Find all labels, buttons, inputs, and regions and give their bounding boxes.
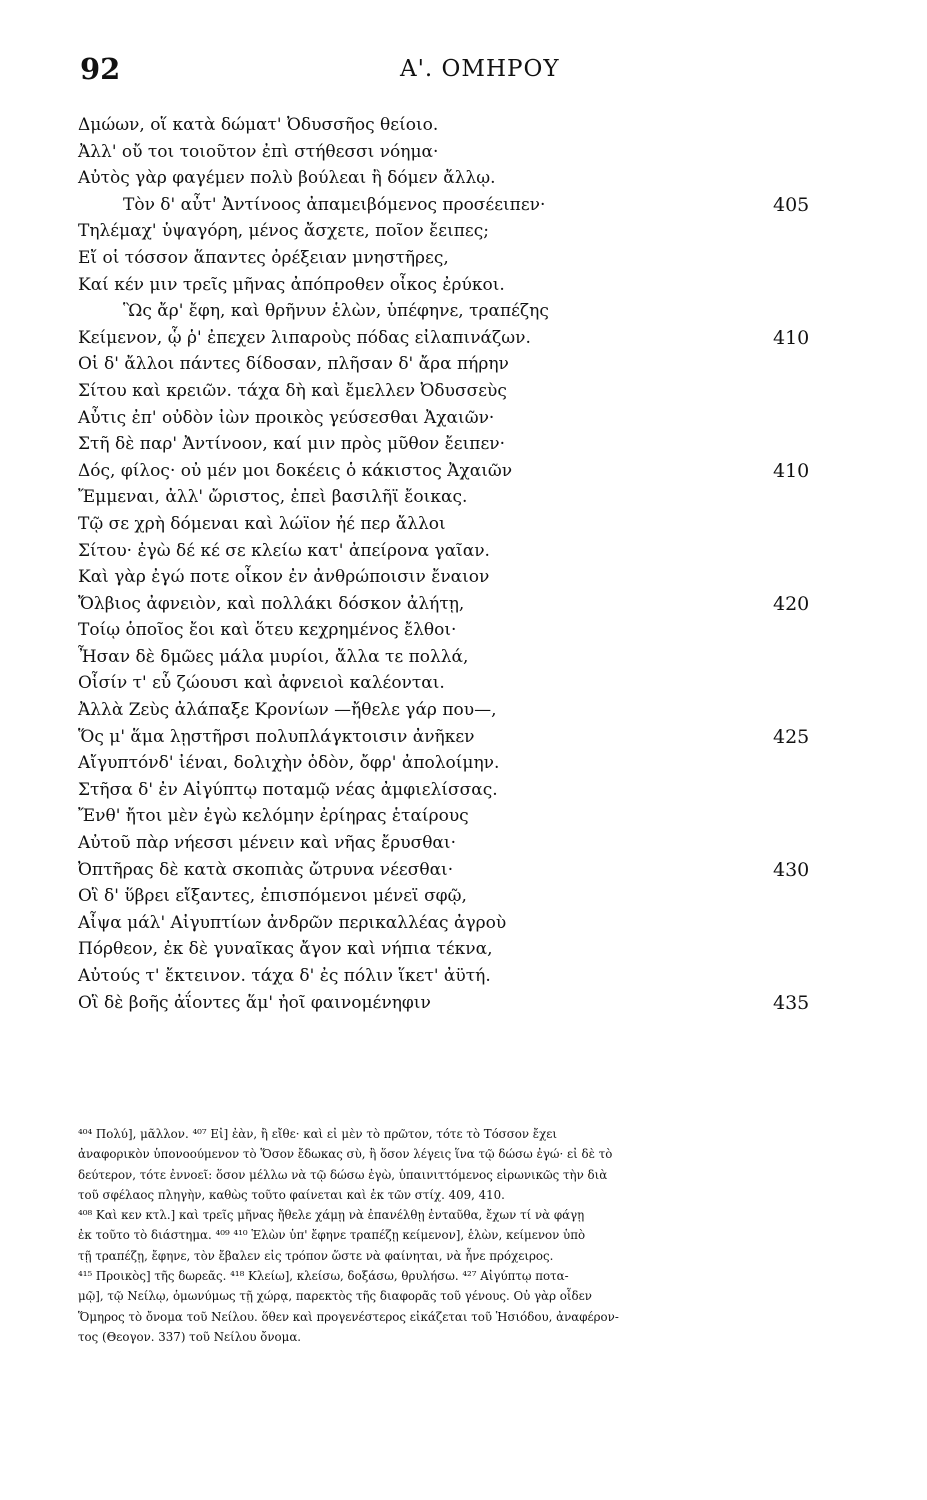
verse-text-line: Κείμενον, ᾧ ῥ' ἐπεχεν λιπαροὺς πόδας εἰλαπινάζων. [78,327,531,348]
running-head: Α'. ΟΜΗΡΟΥ [400,56,560,82]
footnote-line: ἐκ τοῦτο τὸ διάστημα. ⁴⁰⁹ ⁴¹⁰ Ἑλὼν ὑπ' ἔφηνε τραπέζῃ κείμενον], ἑλὼν, κείμενον ὑπὸ [78,1228,586,1243]
verse-text-line: Τηλέμαχ' ὑψαγόρη, μένος ἄσχετε, ποῖον ἔειπες; [78,221,489,242]
verse-text-line: Πόρθεον, ἐκ δὲ γυναῖκας ἄγον καὶ νήπια τέκνα, [78,939,493,960]
verse-text-line: Ἀλλ' οὔ τοι τοιοῦτον ἐπὶ στήθεσσι νόημα· [78,141,439,162]
verse-line [78,405,838,432]
verse-text-line: Αὐτούς τ' ἔκτεινον. τάχα δ' ἐς πόλιν ἵκετ' ἀϋτή. [78,966,491,986]
verse-line [78,484,838,511]
verse-line [78,644,838,671]
verse-line [78,724,838,751]
footnote-line: ἀναφορικὸν ὑπονοούμενον τὸ Ὅσον ἔδωκας σὺ, ἢ ὅσον λέγεις ἵνα τῷ δώσω ἐγώ· εἰ δὲ τὸ [78,1147,613,1162]
verse-text-line: Στῆσα δ' ἐν Αἰγύπτῳ ποταμῷ νέας ἀμφιελίσσας. [78,779,498,800]
verse-text-line: Ὄλβιος ἀφνειὸν, καὶ πολλάκι δόσκον ἀλήτῃ, [78,593,465,614]
page-header [80,52,840,92]
verse-line [78,272,838,299]
verse-text-line: Αἶψα μάλ' Αἰγυπτίων ἀνδρῶν περικαλλέας ἀγροὺ [78,912,507,933]
line-number: 430 [773,858,810,881]
verse-line [78,351,838,378]
verse-line [78,139,838,166]
footnotes [78,1124,818,1347]
verse-text [78,112,838,1016]
verse-text-line: Δμώων, οἵ κατὰ δώματ' Ὀδυσσῆος θείοιο. [78,115,439,135]
line-number: 420 [773,592,810,615]
footnote-line: ⁴¹⁵ Προικὸς] τῆς δωρεᾶς. ⁴¹⁸ Κλείω], κλείσω, δοξάσω, θρυλήσω. ⁴²⁷ Αἰγύπτῳ ποτα- [78,1269,569,1284]
verse-text-line: Ὅς μ' ἅμα λῃστῆρσι πολυπλάγκτοισιν ἀνῆκεν [78,726,475,747]
footnote-line: ⁴⁰⁴ Πολύ], μᾶλλον. ⁴⁰⁷ Εἰ] ἐὰν, ἢ εἴθε· καὶ εἰ μὲν τὸ πρῶτον, τότε τὸ Τόσσον ἔχει [78,1127,558,1141]
verse-line [78,750,838,777]
verse-text-line: Δός, φίλος· οὐ μέν μοι δοκέεις ὁ κάκιστος Ἀχαιῶν [78,460,513,481]
verse-line [78,431,838,458]
verse-line [78,777,838,804]
verse-text-line: Ἔνθ' ἤτοι μὲν ἐγὼ κελόμην ἐρίηρας ἑταίρους [78,806,469,827]
line-number: 435 [773,991,810,1014]
verse-line [78,697,838,724]
page-number: 92 [80,52,121,86]
line-number: 405 [773,193,810,216]
verse-line [78,803,838,830]
footnote-line: δεύτερον, τότε ἐννοεῖ: ὅσον μέλλω νὰ τῷ δώσω ἐγὼ, ὑπαινιττόμενος εἰρωνικῶς τὴν διὰ [78,1167,608,1182]
verse-line [78,857,838,884]
verse-text-line: Σίτου· ἐγὼ δέ κέ σε κλείω κατ' ἀπείρονα γαῖαν. [78,540,490,561]
verse-text-line: Οἱ δ' ἄλλοι πάντες δίδοσαν, πλῆσαν δ' ἄρα πήρην [78,354,509,375]
verse-line [78,936,838,963]
verse-text-line: Αἴγυπτόνδ' ἰέναι, δολιχὴν ὁδὸν, ὄφρ' ἀπολοίμην. [78,753,500,774]
verse-line [78,298,838,325]
verse-line [78,963,838,990]
verse-text-line: Τὸν δ' αὖτ' Ἀντίνοος ἀπαμειβόμενος προσέειπεν· [123,194,546,215]
verse-text-line: Αὐτοῦ πὰρ νήεσσι μένειν καὶ νῆας ἔρυσθαι· [78,833,456,854]
verse-line [78,218,838,245]
verse-text-line: Εἴ οἱ τόσσον ἅπαντες ὀρέξειαν μνηστῆρες, [78,247,449,268]
verse-text-line: Σίτου καὶ κρειῶν. τάχα δὴ καὶ ἔμελλεν Ὀδυσσεὺς [78,380,507,401]
verse-text-line: Οἷσίν τ' εὖ ζώουσι καὶ ἀφνειοὶ καλέονται. [78,673,445,694]
verse-text-line: Αὐτὸς γὰρ φαγέμεν πολὺ βούλεαι ἢ δόμεν ἄλλῳ. [78,168,496,189]
verse-line [78,830,838,857]
verse-text-line: Καί κέν μιν τρεῖς μῆνας ἀπόπροθεν οἶκος ἐρύκοι. [78,274,505,295]
footnote-line: τος (Θεογον. 337) τοῦ Νείλου ὄνομα. [78,1329,302,1344]
verse-line [78,245,838,272]
verse-text-line: Ἦσαν δὲ δμῶες μάλα μυρίοι, ἄλλα τε πολλά, [78,646,469,667]
verse-text-line: Καὶ γὰρ ἐγώ ποτε οἶκον ἐν ἀνθρώποισιν ἔναιον [78,567,490,588]
verse-line [78,538,838,565]
verse-line [78,883,838,910]
verse-line [78,511,838,538]
verse-text-line: Τῷ σε χρὴ δόμεναι καὶ λώϊον ἠέ περ ἄλλοι [78,513,446,534]
verse-line [78,617,838,644]
verse-line [78,564,838,591]
footnote-line: μῷ], τῷ Νείλῳ, ὁμωνύμως τῇ χώρᾳ, παρεκτὸς τῆς διαφορᾶς τοῦ γένους. Οὐ γὰρ οἶδεν [78,1289,592,1304]
verse-text-line: Ὣς ἄρ' ἔφη, καὶ θρῆνυν ἑλὼν, ὑπέφηνε, τραπέζης [123,301,549,322]
verse-line [78,378,838,405]
line-number: 425 [773,725,810,748]
footnote-line: τοῦ σφέλαος πληγὴν, καθὼς τοῦτο φαίνεται καὶ ἐκ τῶν στίχ. 409, 410. [78,1187,505,1202]
line-number: 410 [773,459,810,482]
verse-line [78,325,838,352]
footnote-line: ⁴⁰⁸ Καὶ κεν κτλ.] καὶ τρεῖς μῆνας ἤθελε χάμῃ νὰ ἐπανέλθῃ ἐνταῦθα, ἔχων τί νὰ φάγῃ [78,1208,585,1223]
verse-text-line: Ἀλλὰ Ζεὺς ἀλάπαξε Κρονίων —ἤθελε γάρ που—, [78,700,497,721]
verse-text-line: Αὖτις ἐπ' οὐδὸν ἰὼν προικὸς γεύσεσθαι Ἀχαιῶν· [78,407,495,428]
verse-line [78,112,838,139]
verse-text-line: Οἳ δὲ βοῆς ἀΐοντες ἅμ' ἠοῖ φαινομένηφιν [78,992,431,1013]
verse-line [78,192,838,219]
verse-text-line: Οἳ δ' ὕβρει εἴξαντες, ἐπισπόμενοι μένεϊ σφῷ, [78,886,467,907]
verse-line [78,910,838,937]
verse-line [78,458,838,485]
verse-text-line: Ἔμμεναι, ἀλλ' ὤριστος, ἐπεὶ βασιλῆϊ ἔοικας. [78,487,468,508]
verse-line [78,591,838,618]
verse-text-line: Στῆ δὲ παρ' Ἀντίνοον, καί μιν πρὸς μῦθον ἔειπεν· [78,434,505,455]
line-number: 410 [773,326,810,349]
footnote-line: τῇ τραπέζῃ, ἔφηνε, τὸν ἔβαλεν εἰς τρόπον ὥστε νὰ φαίνηται, νὰ ἦνε πρόχειρος. [78,1248,554,1263]
verse-line [78,670,838,697]
verse-line [78,990,838,1017]
footnote-line: Ὅμηρος τὸ ὄνομα τοῦ Νείλου. ὅθεν καὶ προγενέστερος εἰκάζεται τοῦ Ἡσιόδου, ἀναφέρον- [78,1309,619,1324]
verse-text-line: Ὀπτῆρας δὲ κατὰ σκοπιὰς ὤτρυνα νέεσθαι· [78,859,454,880]
verse-line [78,165,838,192]
verse-text-line: Τοίῳ ὁποῖος ἔοι καὶ ὅτευ κεχρημένος ἔλθοι· [78,620,457,641]
